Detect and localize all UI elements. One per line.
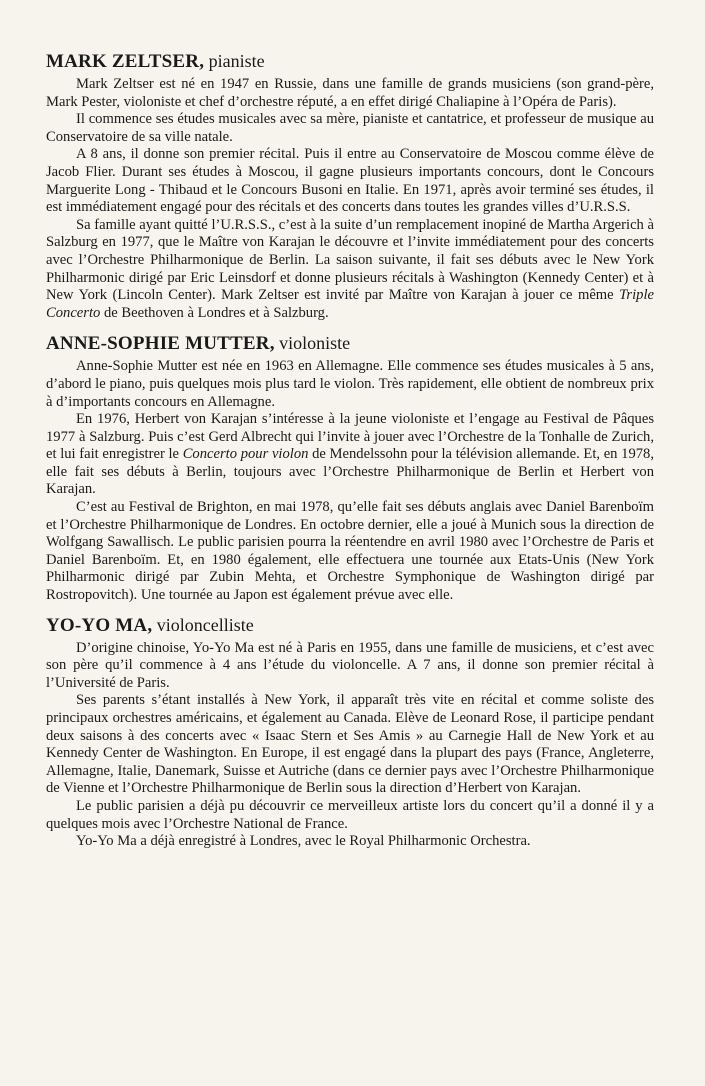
artist-role: pianiste bbox=[204, 51, 265, 71]
section-heading bbox=[46, 50, 654, 74]
paragraph: Ses parents s’étant installés à New York, il apparaît très vite en récital et comme soliste des principaux orchestres américains, et également au Canada. Elève de Leonard Rose, il participe pendant deux saisons à des concerts avec « Isaac Stern et Ses Amis » au Carnegie Hall de New York et au Kennedy Center de Washington. En Europe, il est engagé dans la plupart des pays (France, Angleterre, Allemagne, Italie, Danemark, Suisse et Autriche (dans ce dernier pays avec l’Orchestre Philharmonique de Vienne et l’Orchestre Philharmonique de Berlin sous la direction d’Herbert von Karajan. bbox=[46, 692, 654, 797]
paragraph: Il commence ses études musicales avec sa mère, pianiste et cantatrice, et professeur de musique au Conservatoire de sa ville natale. bbox=[46, 111, 654, 145]
paragraph: C’est au Festival de Brighton, en mai 1978, qu’elle fait ses débuts anglais avec Daniel Barenboïm et l’Orchestre Philharmonique de Londres. En octobre dernier, elle a joué à Munich sous la direction de Wolfgang Sawallisch. Le public parisien pourra la réentendre en avril 1980 avec l’Orchestre de Paris et Daniel Barenboïm. Et, en 1980 également, elle effectuera une tournée aux Etats-Unis (New York Philharmonic dirigé par Zubin Mehta, et Orchestre Symphonique de Washington dirigé par Rostropovitch). Une tournée au Japon est également prévue avec elle. bbox=[46, 499, 654, 604]
section-yo-yo-ma bbox=[46, 614, 654, 851]
artist-name: YO-YO MA, bbox=[46, 614, 153, 636]
section-mark-zeltser bbox=[46, 50, 654, 322]
paragraph: Anne-Sophie Mutter est née en 1963 en Allemagne. Elle commence ses études musicales à 5 ans, d’abord le piano, puis quelques mois plus tard le violon. Très rapidement, elle obtient de nombreux prix à d’importants concours en Allemagne. bbox=[46, 358, 654, 410]
paragraph: A 8 ans, il donne son premier récital. Puis il entre au Conservatoire de Moscou comme élève de Jacob Flier. Durant ses études à Moscou, il gagne plusieurs importants concours, dont le Concours Marguerite Long - Thibaud et le Concours Busoni en Italie. En 1971, après avoir terminé ses études, il est immédiatement engagé pour des récitals et des concerts dans toutes les grandes villes d’U.R.S.S. bbox=[46, 146, 654, 216]
section-heading bbox=[46, 332, 654, 356]
artist-role: violoncelliste bbox=[152, 614, 254, 635]
paragraph: Le public parisien a déjà pu découvrir ce merveilleux artiste lors du concert qu’il a donné il y a quelques mois avec l’Orchestre National de France. bbox=[46, 797, 654, 832]
artist-name: ANNE-SOPHIE MUTTER, bbox=[46, 333, 275, 355]
paragraph: D’origine chinoise, Yo-Yo Ma est né à Paris en 1955, dans une famille de musiciens, et c’est avec son père qu’il commence à 4 ans l’étude du violoncelle. A 7 ans, il donne son premier récital à l’Université de Paris. bbox=[46, 639, 654, 691]
paragraph: En 1976, Herbert von Karajan s’intéresse à la jeune violoniste et l’engage au Festival de Pâques 1977 à Salzburg. Puis c’est Gerd Albrecht qui l’invite à jouer avec l’Orchestre de la Tonhalle de Zurich, et lui fait enregistrer le Concerto pour violon de Mendelssohn pour la télévision allemande. Et, en 1978, elle fait ses débuts à Berlin, toujours avec l’Orchestre Philharmonique de Berlin et Herbert von Karajan. bbox=[46, 411, 654, 498]
paragraph: Yo-Yo Ma a déjà enregistré à Londres, avec le Royal Philharmonic Orchestra. bbox=[76, 833, 531, 850]
biography-page bbox=[46, 50, 654, 860]
paragraph: Mark Zeltser est né en 1947 en Russie, dans une famille de grands musiciens (son grand-père, Mark Pester, violoniste et chef d’orchestre réputé, a en effet dirigé Chaliapine à l’Opéra de Paris). bbox=[46, 76, 654, 110]
section-anne-sophie-mutter bbox=[46, 332, 654, 604]
artist-role: violoniste bbox=[274, 333, 351, 354]
paragraph: Sa famille ayant quitté l’U.R.S.S., c’est à la suite d’un remplacement inopiné de Martha Argerich à Salzburg en 1977, que le Maître von Karajan le découvre et l’invite immédiatement pour des concerts avec l’Orchestre Philharmonique de Berlin. La saison suivante, il fait ses débuts avec le New York Philharmonic dirigé par Eric Leinsdorf et donne plusieurs récitals à Washington (Kennedy Center) et à New York (Lincoln Center). Mark Zeltser est invité par Maître von Karajan à jouer ce même Triple Concerto de Beethoven à Londres et à Salzburg. bbox=[46, 216, 654, 321]
section-heading bbox=[46, 614, 654, 638]
artist-name: MARK ZELTSER, bbox=[46, 51, 205, 72]
